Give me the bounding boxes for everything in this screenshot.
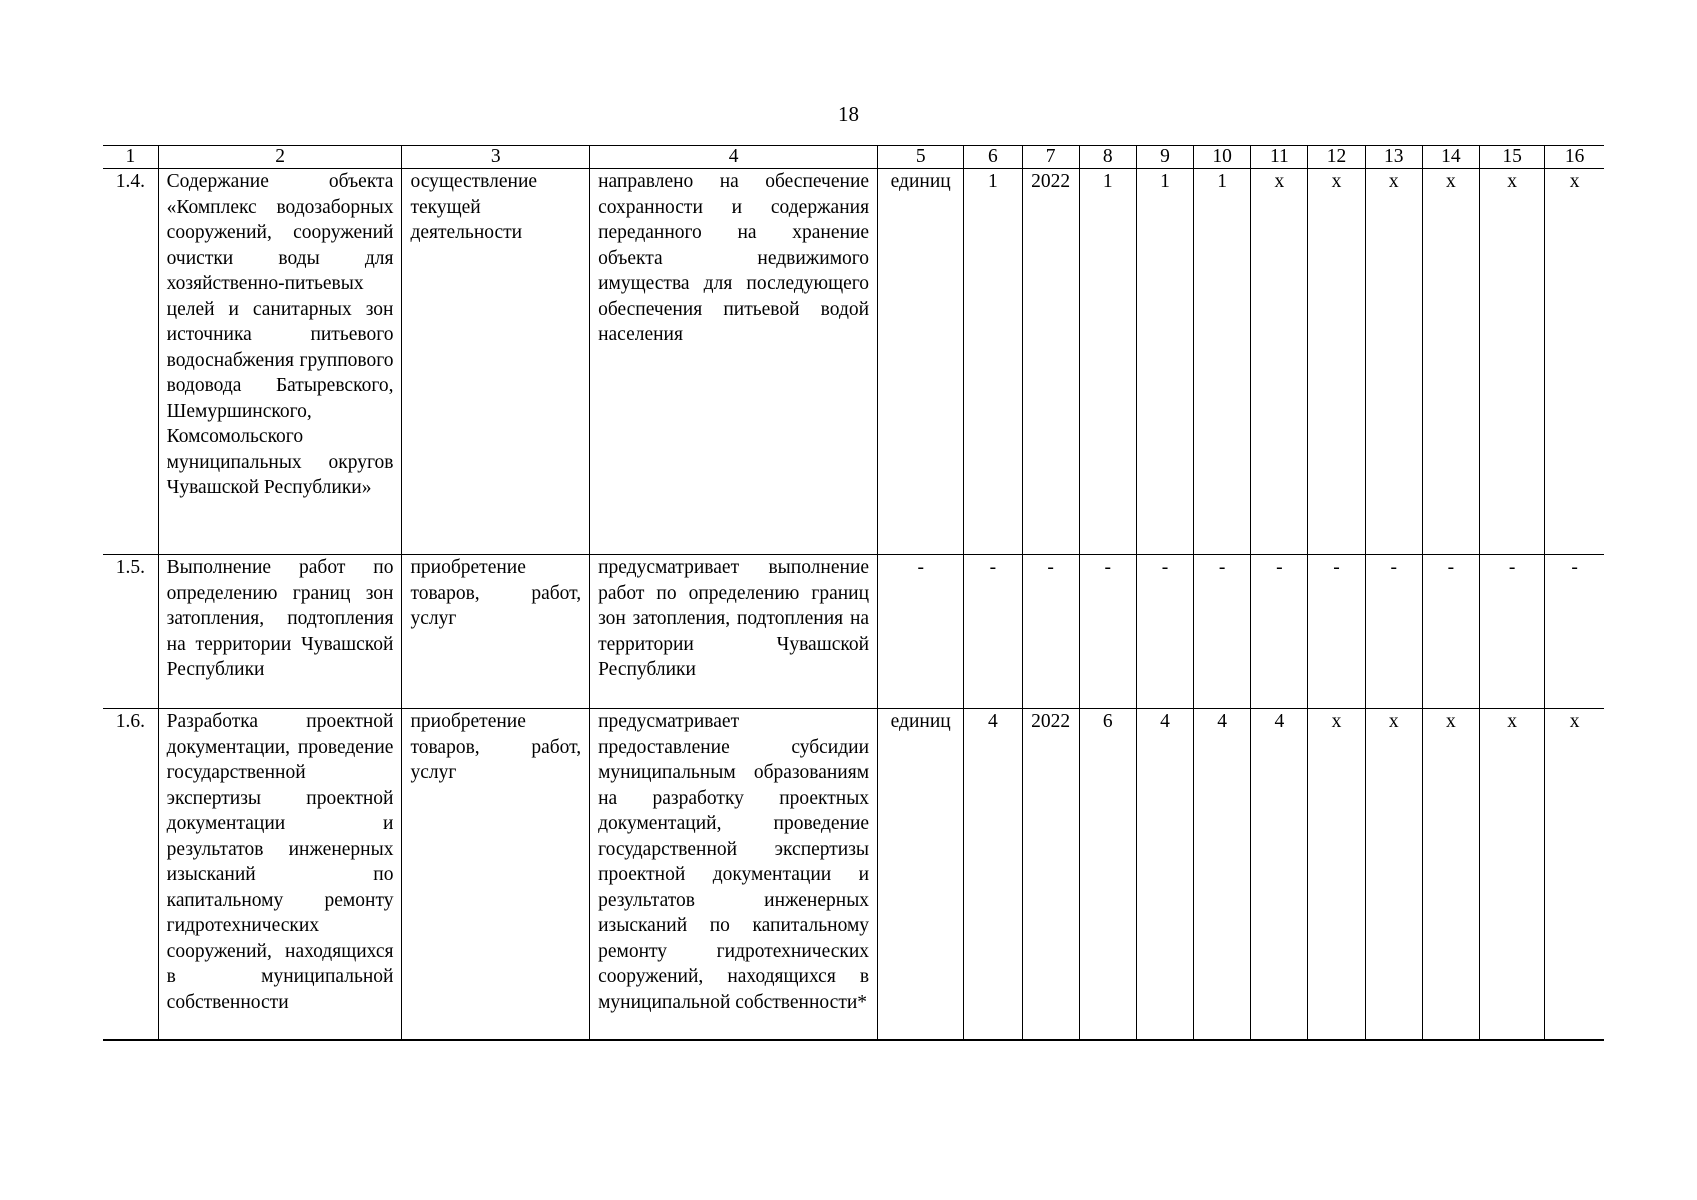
value-cell: х [1308,169,1365,555]
header-cell: 11 [1251,146,1308,169]
value-cell: - [1194,555,1251,709]
header-cell: 15 [1480,146,1545,169]
header-cell: 7 [1022,146,1079,169]
value-cell: х [1422,709,1479,1041]
value-cell: - [1308,555,1365,709]
value-cell: 1 [1079,169,1136,555]
value-cell: 1 [1194,169,1251,555]
value-cell: 6 [1079,709,1136,1041]
table-row [103,709,1604,1041]
value-cell: х [1308,709,1365,1041]
value-cell: - [1480,555,1545,709]
measure-type: приобретение товаров, работ, услуг [402,709,590,1041]
measure-type: приобретение товаров, работ, услуг [402,555,590,709]
value-cell: 4 [964,709,1022,1041]
header-cell: 9 [1136,146,1193,169]
value-cell: - [1251,555,1308,709]
header-cell: 2 [158,146,402,169]
table-row [103,169,1604,555]
measure-name: Содержание объекта «Комплекс водозаборных сооружений, сооружений очистки воды для хозяйственно-питьевых целей и санитарных зон источника питьевого водоснабжения группового водовода Батыревского, Шемуршинского, Комсомольского муниципальных округов Чувашской Республики» [158,169,402,555]
value-cell: х [1251,169,1308,555]
row-number: 1.5. [103,555,158,709]
measure-description: направлено на обеспечение сохранности и содержания переданного на хранение объекта недвижимого имущества для последующего обеспечения питьевой водой населения [590,169,878,555]
value-cell: х [1365,709,1422,1041]
page-number: 18 [838,102,859,126]
value-cell: х [1480,169,1545,555]
value-cell: - [1022,555,1079,709]
value-cell: 1 [1136,169,1193,555]
value-cell: х [1545,169,1604,555]
measure-name: Разработка проектной документации, проведение государственной экспертизы проектной документации и результатов инженерных изысканий по капитальному ремонту гидротехнических сооружений, находящихся в муниципальной собственности [158,709,402,1041]
measure-description: предусматривает выполнение работ по определению границ зон затопления, подтопления на территории Чувашской Республики [590,555,878,709]
value-cell: х [1545,709,1604,1041]
value-cell: х [1422,169,1479,555]
value-cell: х [1480,709,1545,1041]
value-cell: х [1365,169,1422,555]
unit-cell: единиц [878,169,964,555]
header-cell: 13 [1365,146,1422,169]
value-cell: - [1365,555,1422,709]
value-cell: - [1079,555,1136,709]
value-cell: 2022 [1022,169,1079,555]
row-number: 1.4. [103,169,158,555]
header-cell: 10 [1194,146,1251,169]
measure-name: Выполнение работ по определению границ зон затопления, подтопления на территории Чувашской Республики [158,555,402,709]
value-cell: - [1136,555,1193,709]
header-cell: 4 [590,146,878,169]
indicators-table [103,145,1604,1041]
row-number: 1.6. [103,709,158,1041]
header-cell: 6 [964,146,1022,169]
measure-description: предусматривает предоставление субсидии муниципальным образованиям на разработку проектных документаций, проведение государственной экспертизы проектной документации и результатов инженерных изысканий по капитальному ремонту гидротехнических сооружений, находящихся в муниципальной собственности* [590,709,878,1041]
unit-cell: - [878,555,964,709]
header-row [103,146,1604,169]
value-cell: 4 [1194,709,1251,1041]
value-cell: 4 [1251,709,1308,1041]
value-cell: 2022 [1022,709,1079,1041]
table-row [103,555,1604,709]
value-cell: 1 [964,169,1022,555]
value-cell: - [1545,555,1604,709]
measure-type: осуществление текущей деятельности [402,169,590,555]
header-cell: 5 [878,146,964,169]
header-cell: 3 [402,146,590,169]
header-cell: 14 [1422,146,1479,169]
header-cell: 16 [1545,146,1604,169]
value-cell: - [1422,555,1479,709]
header-cell: 8 [1079,146,1136,169]
header-cell: 12 [1308,146,1365,169]
value-cell: 4 [1136,709,1193,1041]
value-cell: - [964,555,1022,709]
unit-cell: единиц [878,709,964,1041]
header-cell: 1 [103,146,158,169]
